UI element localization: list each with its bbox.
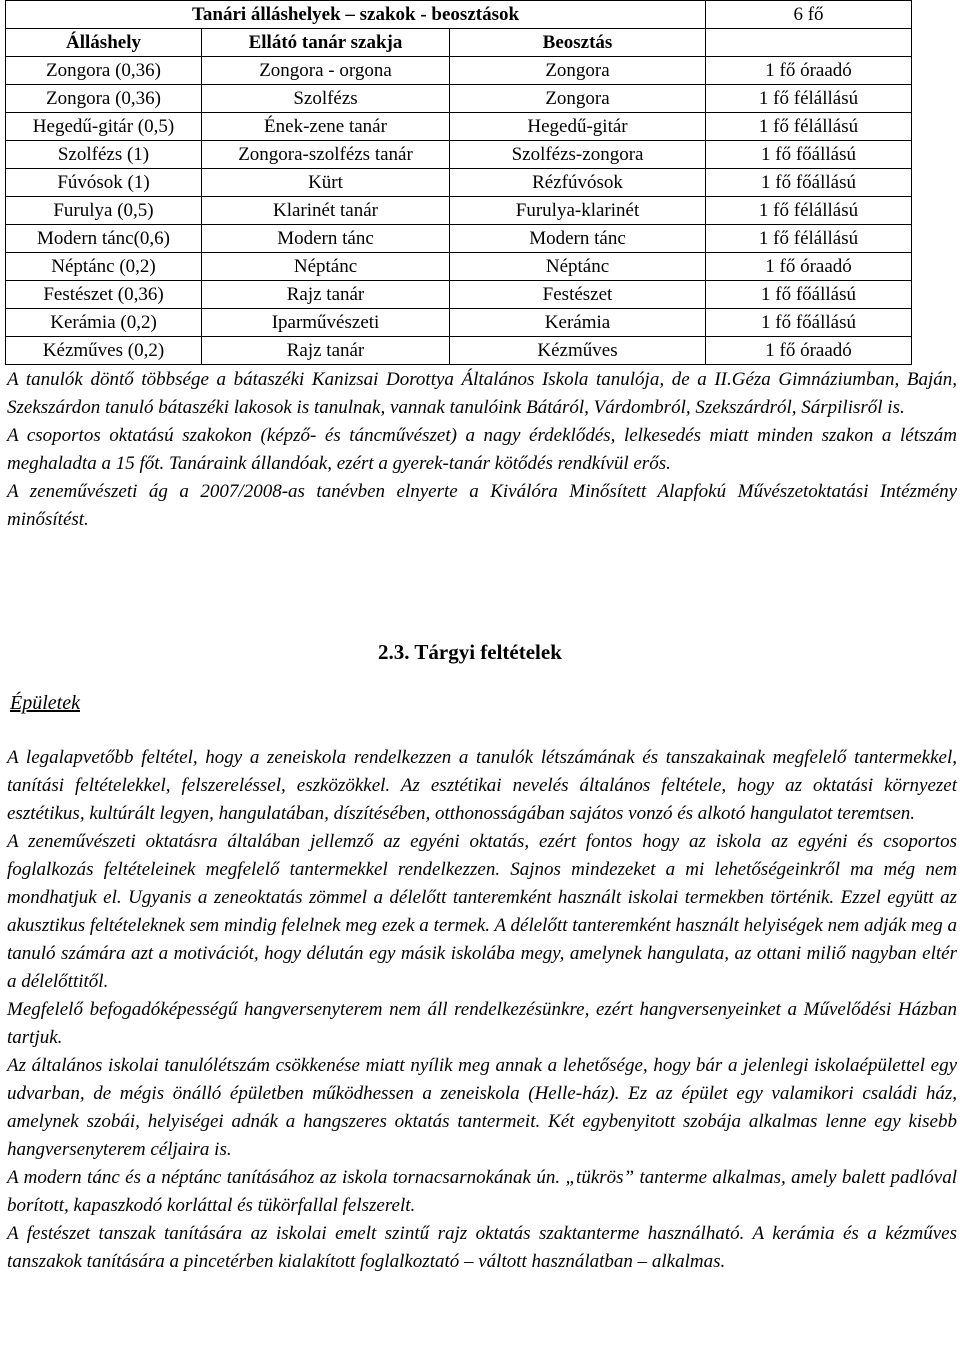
table-cell: Rajz tanár xyxy=(202,337,450,365)
table-row xyxy=(6,253,912,281)
table-cell: Festészet (0,36) xyxy=(6,281,202,309)
table-cell: 1 fő félállású xyxy=(706,197,912,225)
table-row xyxy=(6,113,912,141)
table-row xyxy=(6,85,912,113)
table-cell: Rézfúvósok xyxy=(450,169,706,197)
table-row xyxy=(6,309,912,337)
note-paragraph: A zeneművészeti ág a 2007/2008-as tanévben elnyerte a Kiválóra Minősített Alapfokú Művészetoktatási Intézmény minősítést. xyxy=(7,481,957,530)
body-paragraph: A modern tánc és a néptánc tanításához az iskola tornacsarnokának ún. „tükrös” tanterme alkalmas, amely balett padlóval borított, kapaszkodó korláttal és tükörfallal felszerelt. xyxy=(7,1167,957,1216)
table-cell: Néptánc xyxy=(202,253,450,281)
table-cell: 1 fő főállású xyxy=(706,309,912,337)
table-cell: Modern tánc xyxy=(202,225,450,253)
table-row xyxy=(6,337,912,365)
table-title: Tanári álláshelyek – szakok - beosztások xyxy=(6,1,706,29)
body-paragraph: Megfelelő befogadóképességű hangversenyterem nem áll rendelkezésünkre, ezért hangversenyeinket a Művelődési Házban tartjuk. xyxy=(7,999,957,1048)
table-cell: 1 fő félállású xyxy=(706,113,912,141)
table-cell: Szolfézs-zongora xyxy=(450,141,706,169)
table-cell: Hegedű-gitár xyxy=(450,113,706,141)
note-paragraph: A tanulók döntő többsége a bátaszéki Kanizsai Dorottya Általános Iskola tanulója, de a II.Géza Gimnáziumban, Baján, Szekszárdon tanuló bátaszéki lakosok is tanulnak, vannak tanulóink Bátáról, Várdombról, Szekszárdról, Sárpilisről is. xyxy=(7,369,957,418)
table-cell: Klarinét tanár xyxy=(202,197,450,225)
table-cell: 1 fő óraadó xyxy=(706,337,912,365)
staffing-table xyxy=(5,0,912,365)
table-cell: 1 fő óraadó xyxy=(706,253,912,281)
body-paragraph: A zeneművészeti oktatásra általában jellemző az egyéni oktatás, ezért fontos hogy az iskola az egyéni és csoportos foglalkozás feltételeinek megfelelő tantermekkel rendelkezzen. Sajnos mindezeket a mi lehetőségeinkről ma még nem mondhatjuk el. Ugyanis a zeneoktatás zömmel a délelőtt tanteremként használt iskolai termekben történik. Ezzel együtt az akusztikus feltételeknek sem mindig felelnek meg ezek a termek. A délelőtt tanteremként használt helyiségek nem adják meg a tanuló számára azt a motivációt, hogy délután egy másik iskolába megy, amelynek hangulata, az ottani miliő nagyban eltér a délelőttitől. xyxy=(7,831,957,992)
table-cell: Furulya-klarinét xyxy=(450,197,706,225)
subheading: Épületek xyxy=(10,692,80,714)
table-cell: Iparművészeti xyxy=(202,309,450,337)
header-cell xyxy=(706,29,912,57)
header-cell: Ellátó tanár szakja xyxy=(202,29,450,57)
body-paragraph: Az általános iskolai tanulólétszám csökkenése miatt nyílik meg annak a lehetősége, hogy bár a jelenlegi iskolaépülettel egy udvarban, de mégis önálló épületben működhessen a zeneiskola (Helle-ház). Ez az épület egy valamikori családi ház, amelynek szobái, helyiségei adnák a hangszeres oktatás tantermeit. Két egybenyitott szobája alkalmas lenne egy kisebb hangversenyterem céljaira is. xyxy=(7,1055,957,1160)
table-cell: Ének-zene tanár xyxy=(202,113,450,141)
body-paragraph: A legalapvetőbb feltétel, hogy a zeneiskola rendelkezzen a tanulók létszámának és tanszakainak megfelelő tantermekkel, tanítási feltételekkel, felszereléssel, eszközökkel. Az esztétikai nevelés általános feltétele, hogy az oktatási környezet esztétikus, kultúrált legyen, hangulatában, díszítésében, otthonosságában sajátos vonzó és alkotó hangulatot teremtsen. xyxy=(7,747,957,824)
table-cell: 1 fő óraadó xyxy=(706,57,912,85)
table-cell: 1 fő félállású xyxy=(706,85,912,113)
table-row xyxy=(6,169,912,197)
table-row xyxy=(6,281,912,309)
table-cell: Kézműves xyxy=(450,337,706,365)
table-cell: 1 fő főállású xyxy=(706,169,912,197)
table-cell: 1 fő főállású xyxy=(706,141,912,169)
table-cell: Zongora (0,36) xyxy=(6,57,202,85)
table-cell: Szolfézs (1) xyxy=(6,141,202,169)
table-cell: Rajz tanár xyxy=(202,281,450,309)
table-row xyxy=(6,141,912,169)
body-paragraph: A festészet tanszak tanítására az iskolai emelt szintű rajz oktatás szaktanterme használható. A kerámia és a kézműves tanszakok tanítására a pincetérben kialakított foglalkoztató – váltott használatban – alkalmas. xyxy=(7,1223,957,1272)
table-title-row xyxy=(6,1,912,29)
table-cell: Modern tánc(0,6) xyxy=(6,225,202,253)
table-row xyxy=(6,57,912,85)
header-cell: Beosztás xyxy=(450,29,706,57)
table-total: 6 fő xyxy=(706,1,912,29)
table-cell: 1 fő főállású xyxy=(706,281,912,309)
table-cell: Szolfézs xyxy=(202,85,450,113)
table-cell: Néptánc xyxy=(450,253,706,281)
table-header-row xyxy=(6,29,912,57)
header-cell: Álláshely xyxy=(6,29,202,57)
body-text xyxy=(7,744,957,1276)
table-cell: Festészet xyxy=(450,281,706,309)
table-cell: Zongora xyxy=(450,57,706,85)
table-cell: Furulya (0,5) xyxy=(6,197,202,225)
table-cell: Zongora-szolfézs tanár xyxy=(202,141,450,169)
table-cell: Néptánc (0,2) xyxy=(6,253,202,281)
table-cell: Fúvósok (1) xyxy=(6,169,202,197)
table-cell: Zongora xyxy=(450,85,706,113)
table-cell: Hegedű-gitár (0,5) xyxy=(6,113,202,141)
table-cell: Zongora (0,36) xyxy=(6,85,202,113)
table-cell: Modern tánc xyxy=(450,225,706,253)
table-cell: Kézműves (0,2) xyxy=(6,337,202,365)
table-cell: Zongora - orgona xyxy=(202,57,450,85)
section-title: 2.3. Tárgyi feltételek xyxy=(378,640,562,664)
table-row xyxy=(6,225,912,253)
table-cell: Kerámia xyxy=(450,309,706,337)
table-cell: Kerámia (0,2) xyxy=(6,309,202,337)
note-paragraph: A csoportos oktatású szakokon (képző- és táncművészet) a nagy érdeklődés, lelkesedés miatt minden szakon a létszám meghaladta a 15 főt. Tanáraink állandóak, ezért a gyerek-tanár kötődés rendkívül erős. xyxy=(7,425,957,474)
notes-block xyxy=(7,366,957,534)
table-cell: Kürt xyxy=(202,169,450,197)
table-row xyxy=(6,197,912,225)
table-cell: 1 fő félállású xyxy=(706,225,912,253)
